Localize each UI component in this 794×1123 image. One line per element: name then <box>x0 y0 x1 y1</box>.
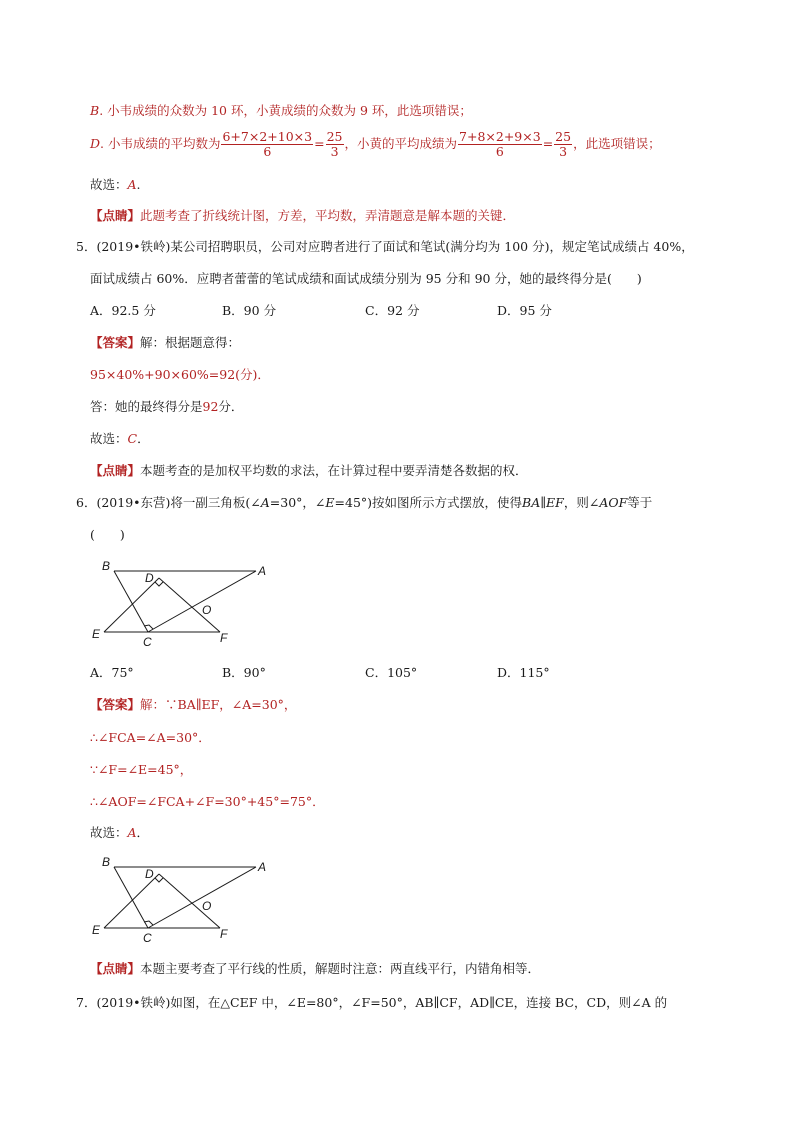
option-d-analysis: D. 小韦成绩的平均数为 $\frac{6+7\times 2+10\times 3}{6}$ = $\frac{25}{3}$ ，小黄的平均成绩为 $\frac{7+8\times 2+9\times 3}{6}$ = $\frac{25}{3}$ ，此选项错误； <box>90 129 661 159</box>
label-f: F <box>220 631 228 645</box>
option-b-analysis: B. 小韦成绩的众数为 10 环，小黄成绩的众数为 9 环，此选项错误； <box>90 103 472 118</box>
choose-answer: 故选：A． <box>90 825 150 840</box>
option-b: B．90 分 <box>222 303 277 318</box>
line-bc <box>114 571 148 632</box>
label-d: D <box>145 867 154 881</box>
option-c: C．105° <box>365 665 418 680</box>
line-ca <box>148 571 256 632</box>
line-ca <box>148 867 256 928</box>
line-ed <box>104 874 159 928</box>
option-a: A．75° <box>90 665 134 680</box>
triangle-figure <box>86 556 286 652</box>
label-e: E <box>92 627 101 641</box>
choose-answer: 故选：A. <box>90 177 141 192</box>
line-bc <box>114 867 148 928</box>
label-o: O <box>202 899 212 913</box>
option-c: C．92 分 <box>365 303 420 318</box>
question-5-line2: 面试成绩占 60%．应聘者蕾蕾的笔试成绩和面试成绩分别为 95 分和 90 分，她的最终得分是( ) <box>90 271 642 286</box>
label-e: E <box>92 923 101 937</box>
solution-step-4: ∴∠AOF=∠FCA+∠F=30°+45°=75°． <box>90 794 325 809</box>
fraction: $\frac{25}{3}$ <box>326 129 343 159</box>
fraction: $\frac{7+8\times 2+9\times 3}{6}$ <box>459 129 541 159</box>
label-o: O <box>202 603 212 617</box>
question-6: 6．(2019•东营)将一副三角板(∠A=30°，∠E=45°)按如图所示方式摆放，使得BA∥EF，则∠AOF等于 <box>76 495 653 510</box>
label-a: A <box>258 564 267 578</box>
line-ed <box>104 578 159 632</box>
choose-answer: 故选：C． <box>90 431 150 446</box>
label-f: F <box>220 927 228 941</box>
label-b: B <box>102 855 111 869</box>
fraction: $\frac{25}{3}$ <box>555 129 572 159</box>
right-angle-mark-d <box>155 878 163 882</box>
solution-step-3: ∵∠F=∠E=45°， <box>90 762 193 777</box>
answer: 【答案】解：∵BA∥EF，∠A=30°， <box>90 697 297 712</box>
option-a: A．92.5 分 <box>90 303 156 318</box>
question-5: 5．(2019•铁岭)某公司招聘职员，公司对应聘者进行了面试和笔试(满分均为 100 分)，规定笔试成绩占 40%， <box>76 239 694 254</box>
option-d: D．115° <box>497 665 550 680</box>
option-d: D．95 分 <box>497 303 552 318</box>
right-angle-mark-d <box>155 582 163 586</box>
calculation: 95×40%+90×60%=92(分)． <box>90 367 270 382</box>
comment: 【点睛】此题考查了折线统计图，方差，平均数，弄清题意是解本题的关键． <box>90 208 516 223</box>
solution-step-2: ∴∠FCA=∠A=30°． <box>90 730 211 745</box>
comment: 【点睛】本题考查的是加权平均数的求法，在计算过程中要弄清楚各数据的权． <box>90 463 528 478</box>
answer: 【答案】解：根据题意得： <box>90 335 241 350</box>
label-c: C <box>143 931 152 945</box>
label-a: A <box>258 860 267 874</box>
question-7: 7．(2019•铁岭)如图，在△CEF 中，∠E=80°，∠F=50°，AB∥CF，AD∥CE，连接 BC，CD，则∠A 的 <box>76 995 668 1010</box>
triangle-figure-answer <box>86 852 286 948</box>
comment: 【点睛】本题主要考查了平行线的性质，解题时注意：两直线平行，内错角相等． <box>90 961 541 976</box>
label-b: B <box>102 559 111 573</box>
reply: 答：她的最终得分是92分． <box>90 399 244 414</box>
question-6-line2: ( ) <box>90 527 125 542</box>
fraction: $\frac{6+7\times 2+10\times 3}{6}$ <box>222 129 313 159</box>
option-b: B．90° <box>222 665 266 680</box>
label-c: C <box>143 635 152 649</box>
label-d: D <box>145 571 154 585</box>
